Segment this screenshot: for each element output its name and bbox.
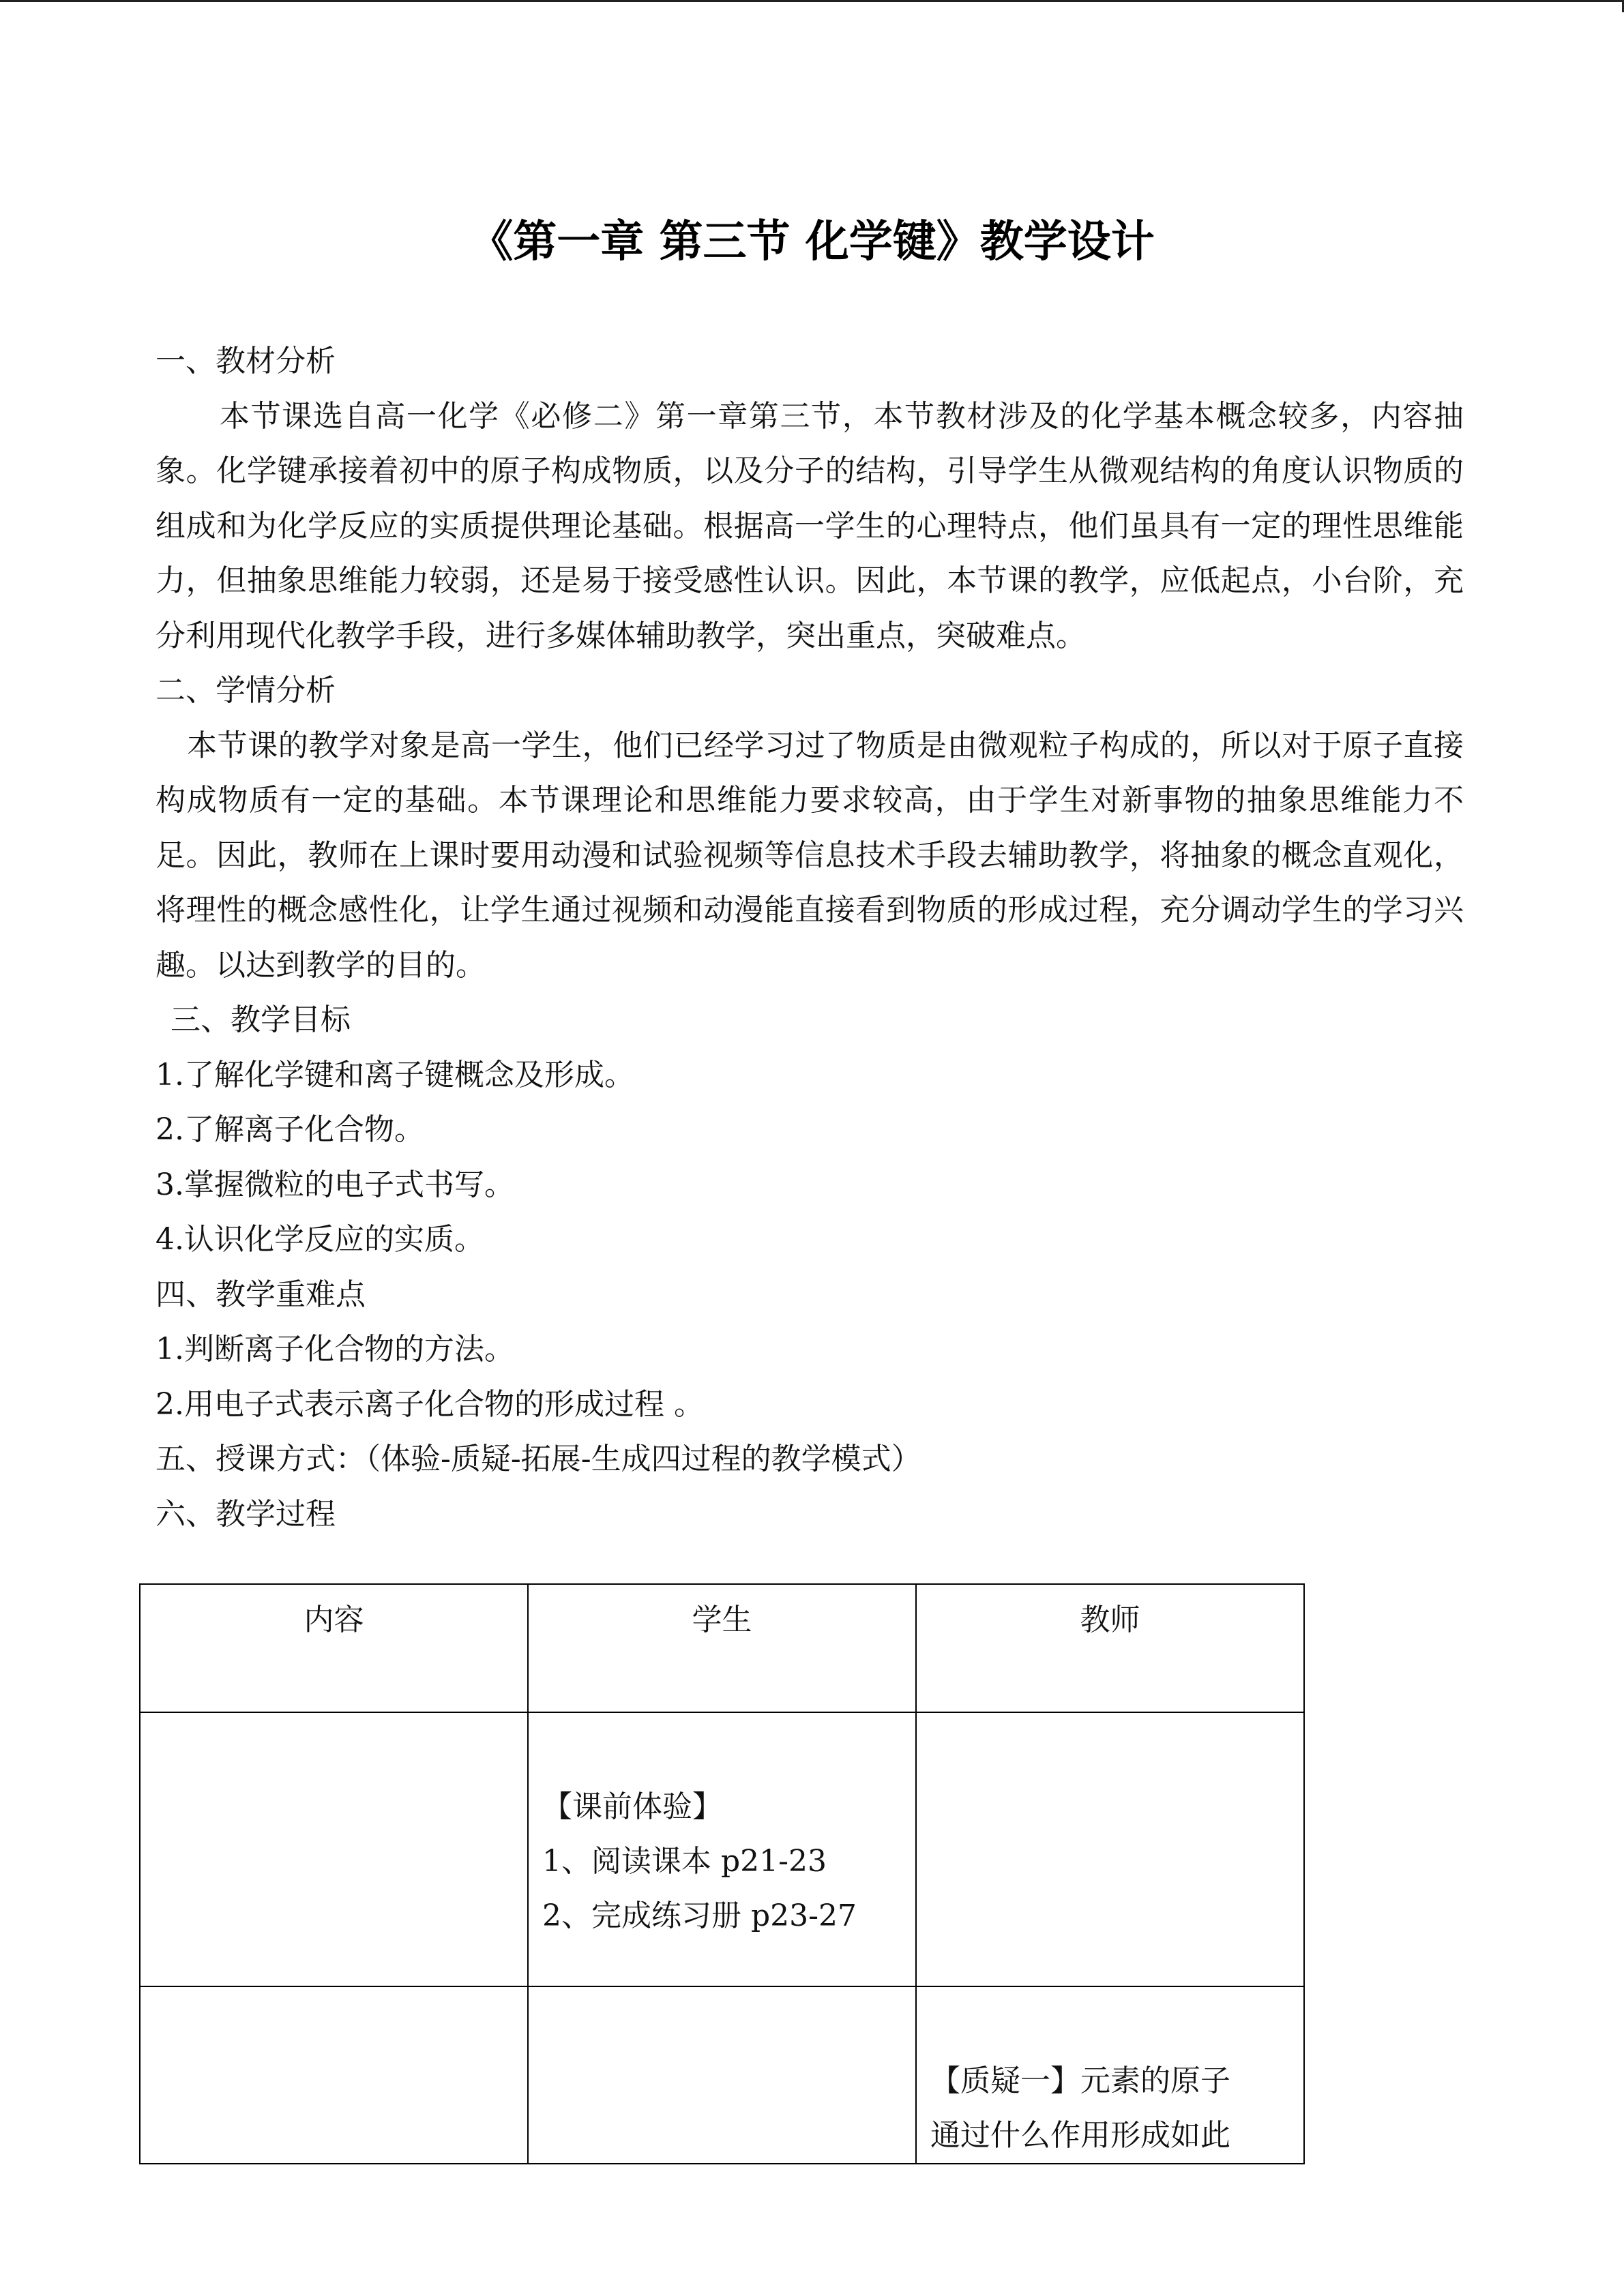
goal-item: 2.了解离子化合物。	[156, 1112, 424, 1147]
pre-class-heading: 【课前体验】	[542, 1789, 722, 1824]
cell-content	[140, 1712, 528, 1986]
section-heading-teaching-process: 六、教学过程	[156, 1496, 336, 1532]
section-heading-teaching-goals: 三、教学目标	[171, 1002, 351, 1037]
document-title: 《第一章 第三节 化学键》教学设计	[469, 217, 1155, 267]
header-content: 内容	[140, 1584, 528, 1712]
goal-item: 4.认识化学反应的实质。	[156, 1222, 484, 1257]
paragraph-student-analysis: 本节课的教学对象是高一学生，他们已经学习过了物质是由微观粒子构成的，所以对于原子直接构成物质有一定的基础。本节课理论和思维能力要求较高，由于学生对新事物的抽象思维能力不足。因此，教师在上课时要用动漫和试验视频等信息技术手段去辅助教学，将抽象的概念直观化，将理性的概念感性化，让学生通过视频和动漫能直接看到物质的形成过程，充分调动学生的学习兴趣。以达到教学的目的。	[156, 728, 1464, 983]
cell-student	[528, 1712, 916, 1986]
key-point-item: 1.判断离子化合物的方法。	[156, 1332, 514, 1367]
page-top-border	[0, 0, 1624, 2]
cell-student	[528, 1986, 916, 2164]
section-heading-student-analysis: 二、学情分析	[156, 673, 336, 708]
key-point-item: 2.用电子式表示离子化合物的形成过程 。	[156, 1386, 704, 1422]
table-header-row	[140, 1584, 1304, 1712]
header-student: 学生	[528, 1584, 916, 1712]
cell-teacher	[916, 1986, 1304, 2164]
teaching-process-table	[139, 1583, 1305, 2164]
table-row	[140, 1986, 1304, 2164]
cell-teacher	[916, 1712, 1304, 1986]
question-line: 通过什么作用形成如此	[930, 2118, 1230, 2153]
cell-content	[140, 1986, 528, 2164]
paragraph-textbook-analysis: 本节课选自高一化学《必修二》第一章第三节，本节教材涉及的化学基本概念较多，内容抽象。化学键承接着初中的原子构成物质，以及分子的结构，引导学生从微观结构的角度认识物质的组成和为化学反应的实质提供理论基础。根据高一学生的心理特点，他们虽具有一定的理性思维能力，但抽象思维能力较弱，还是易于接受感性认识。因此，本节课的教学，应低起点，小台阶，充分利用现代化教学手段，进行多媒体辅助教学，突出重点，突破难点。	[156, 398, 1464, 653]
header-teacher: 教师	[916, 1584, 1304, 1712]
question-line: 【质疑一】元素的原子	[930, 2063, 1230, 2098]
goal-item: 3.掌握微粒的电子式书写。	[156, 1167, 514, 1202]
section-teaching-method: 五、授课方式：（体验-质疑-拓展-生成四过程的教学模式）	[156, 1442, 921, 1476]
pre-class-step: 2、完成练习册 p23-27	[542, 1898, 857, 1933]
section-heading-textbook-analysis: 一、教材分析	[156, 344, 336, 378]
pre-class-step: 1、阅读课本 p21-23	[542, 1844, 827, 1879]
section-heading-key-points: 四、教学重难点	[156, 1277, 366, 1312]
goal-item: 1.了解化学键和离子键概念及形成。	[156, 1057, 634, 1092]
document-body	[156, 334, 1464, 1542]
table-row	[140, 1712, 1304, 1986]
